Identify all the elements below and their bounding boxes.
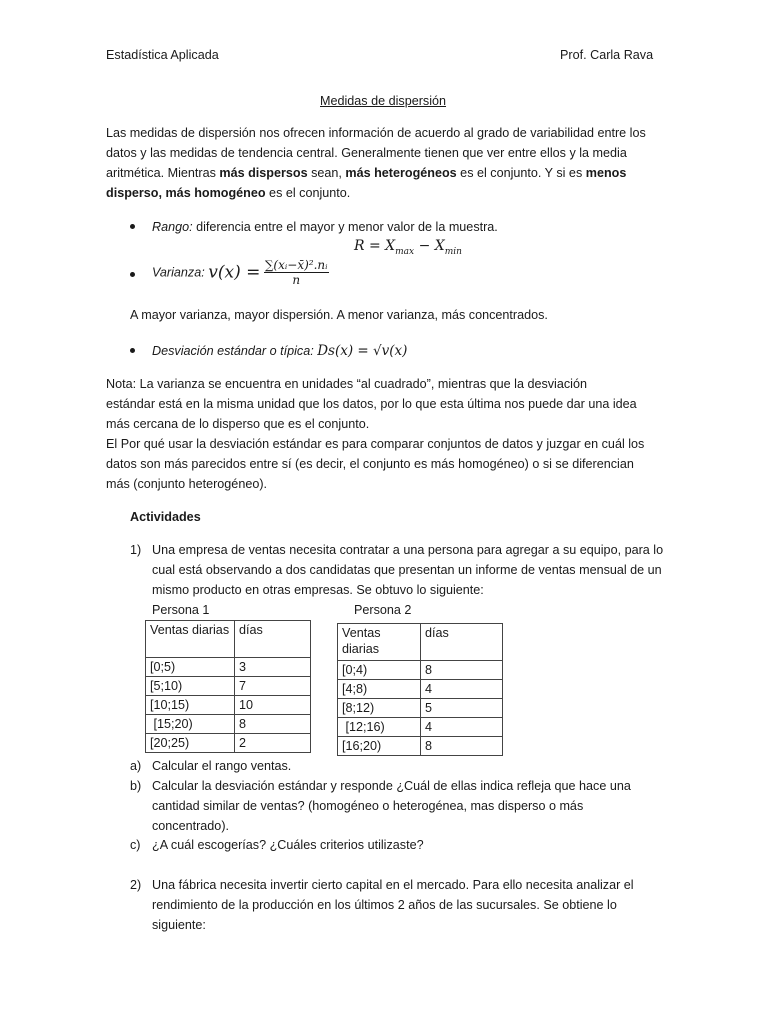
table-cell: [4;8)	[338, 680, 421, 699]
table-row	[338, 661, 503, 680]
item-a-label: a)	[130, 759, 142, 773]
table-cell: [5;10)	[146, 677, 235, 696]
table-cell: 8	[421, 661, 503, 680]
act2-line-2: rendimiento de la producción en los últimos 2 años de las sucursales. Se obtiene lo	[152, 898, 617, 912]
varianza-row	[152, 258, 329, 287]
varianza-term: Varianza:	[152, 265, 205, 280]
varianza-lhs: v(x) =	[208, 262, 261, 283]
nota-line-3: más cercana de lo disperso que es el conjunto.	[106, 417, 370, 431]
header-professor: Prof. Carla Rava	[560, 48, 654, 62]
nota-line-2: estándar está en la misma unidad que los datos, por lo que esta última nos puede dar una idea	[106, 397, 637, 411]
intro-line-2: datos y las medidas de tendencia central. Generalmente tienen que ver entre ellos y la media	[106, 146, 627, 160]
table-cell: 2	[235, 734, 311, 753]
varianza-denominator: n	[292, 273, 301, 287]
table-cell: 8	[421, 737, 503, 756]
bullet-icon	[130, 224, 135, 229]
item-b-line-3: concentrado).	[152, 819, 230, 833]
table-row	[146, 677, 311, 696]
intro-text: es el conjunto.	[265, 186, 351, 200]
table-persona-1	[145, 620, 311, 753]
table-row	[146, 658, 311, 677]
act1-line-3: mismo producto en otras empresas. Se obtuvo lo siguiente:	[152, 583, 484, 597]
desviacion-row	[152, 343, 407, 359]
item-b-line-1: Calcular la desviación estándar y responde ¿Cuál de ellas indica refleja que hace una	[152, 779, 631, 793]
nota-line-4: El Por qué usar la desviación estándar es para comparar conjuntos de datos y juzgar en cuál los	[106, 437, 645, 451]
table-cell: [0;4)	[338, 661, 421, 680]
table-header-ventas: Ventas diarias	[146, 621, 235, 658]
intro-line-3	[106, 165, 626, 181]
intro-text: es el conjunto. Y si es	[456, 166, 586, 180]
item-c-text: ¿A cuál escogerías? ¿Cuáles criterios utilizaste?	[152, 838, 424, 852]
bullet-icon	[130, 348, 135, 353]
table-row	[338, 737, 503, 756]
table-cell: [16;20)	[338, 737, 421, 756]
table-header-row	[146, 621, 311, 658]
act1-number: 1)	[130, 543, 142, 557]
item-b-line-2: cantidad similar de ventas? (homogéneo o heterogénea, mas disperso o más	[152, 799, 584, 813]
table-row	[338, 699, 503, 718]
table-persona-2	[337, 623, 503, 756]
rango-desc: diferencia entre el mayor y menor valor de la muestra.	[192, 220, 498, 234]
table-row	[338, 718, 503, 737]
actividades-heading: Actividades	[130, 510, 201, 524]
table-cell: 4	[421, 680, 503, 699]
rango-sub-min: min	[444, 246, 462, 257]
desviacion-formula: Ds(x) = √v(x)	[317, 343, 408, 359]
rango-definition	[152, 219, 498, 235]
header-course: Estadística Aplicada	[106, 48, 219, 62]
table-cell: [8;12)	[338, 699, 421, 718]
intro-text: aritmética. Mientras	[106, 166, 220, 180]
table-cell: 7	[235, 677, 311, 696]
act2-number: 2)	[130, 878, 142, 892]
table-header-dias: días	[421, 624, 503, 661]
table-cell: [12;16)	[338, 718, 421, 737]
intro-bold-heterogeneos: más heterogéneos	[345, 166, 457, 180]
varianza-note: A mayor varianza, mayor dispersión. A menor varianza, más concentrados.	[130, 308, 548, 322]
table-row	[146, 715, 311, 734]
table-header-dias: días	[235, 621, 311, 658]
intro-line-4	[106, 185, 350, 201]
nota-line-5: datos son más parecidos entre sí (es decir, el conjunto es más homogéneo) o si se diferencian	[106, 457, 634, 471]
table-row	[146, 734, 311, 753]
rango-formula-minus: − X	[414, 238, 445, 254]
table-cell: [10;15)	[146, 696, 235, 715]
table-cell: 5	[421, 699, 503, 718]
item-a-text: Calcular el rango ventas.	[152, 759, 292, 773]
table-cell: [15;20)	[146, 715, 235, 734]
nota-line-1: Nota: La varianza se encuentra en unidades “al cuadrado”, mientras que la desviación	[106, 377, 587, 391]
act1-line-1: Una empresa de ventas necesita contratar a una persona para agregar a su equipo, para lo	[152, 543, 664, 557]
table-cell: [20;25)	[146, 734, 235, 753]
intro-bold-dispersos: más dispersos	[219, 166, 308, 180]
table-cell: [0;5)	[146, 658, 235, 677]
bullet-icon	[130, 272, 135, 277]
table-cell: 8	[235, 715, 311, 734]
rango-formula-r: R = X	[354, 238, 396, 254]
persona-1-label: Persona 1	[152, 603, 210, 617]
page-title: Medidas de dispersión	[320, 94, 447, 108]
rango-term: Rango:	[152, 220, 193, 234]
intro-bold-homogeneo: disperso, más homogéneo	[106, 186, 266, 200]
table-cell: 10	[235, 696, 311, 715]
persona-2-label: Persona 2	[354, 603, 412, 617]
nota-line-6: más (conjunto heterogéneo).	[106, 477, 268, 491]
act2-line-1: Una fábrica necesita invertir cierto capital en el mercado. Para ello necesita analizar el	[152, 878, 634, 892]
table-cell: 4	[421, 718, 503, 737]
table-row	[146, 696, 311, 715]
varianza-numerator: ∑(xᵢ−x̄)².nᵢ	[264, 258, 328, 272]
act1-line-2: cual está observando a dos candidatas que presentan un informe de ventas mensual de un	[152, 563, 662, 577]
table-cell: 3	[235, 658, 311, 677]
rango-sub-max: max	[395, 246, 415, 257]
intro-bold-menos: menos	[585, 166, 627, 180]
table-row	[338, 680, 503, 699]
act2-line-3: siguiente:	[152, 918, 206, 932]
table-header-ventas: Ventas diarias	[338, 624, 421, 661]
item-b-label: b)	[130, 779, 142, 793]
item-c-label: c)	[130, 838, 141, 852]
varianza-fraction	[264, 258, 329, 287]
intro-line-1: Las medidas de dispersión nos ofrecen información de acuerdo al grado de variabilidad entre los	[106, 126, 646, 140]
desviacion-term: Desviación estándar o típica:	[152, 344, 314, 358]
rango-formula	[354, 238, 462, 260]
table-header-row	[338, 624, 503, 661]
intro-text: sean,	[307, 166, 346, 180]
